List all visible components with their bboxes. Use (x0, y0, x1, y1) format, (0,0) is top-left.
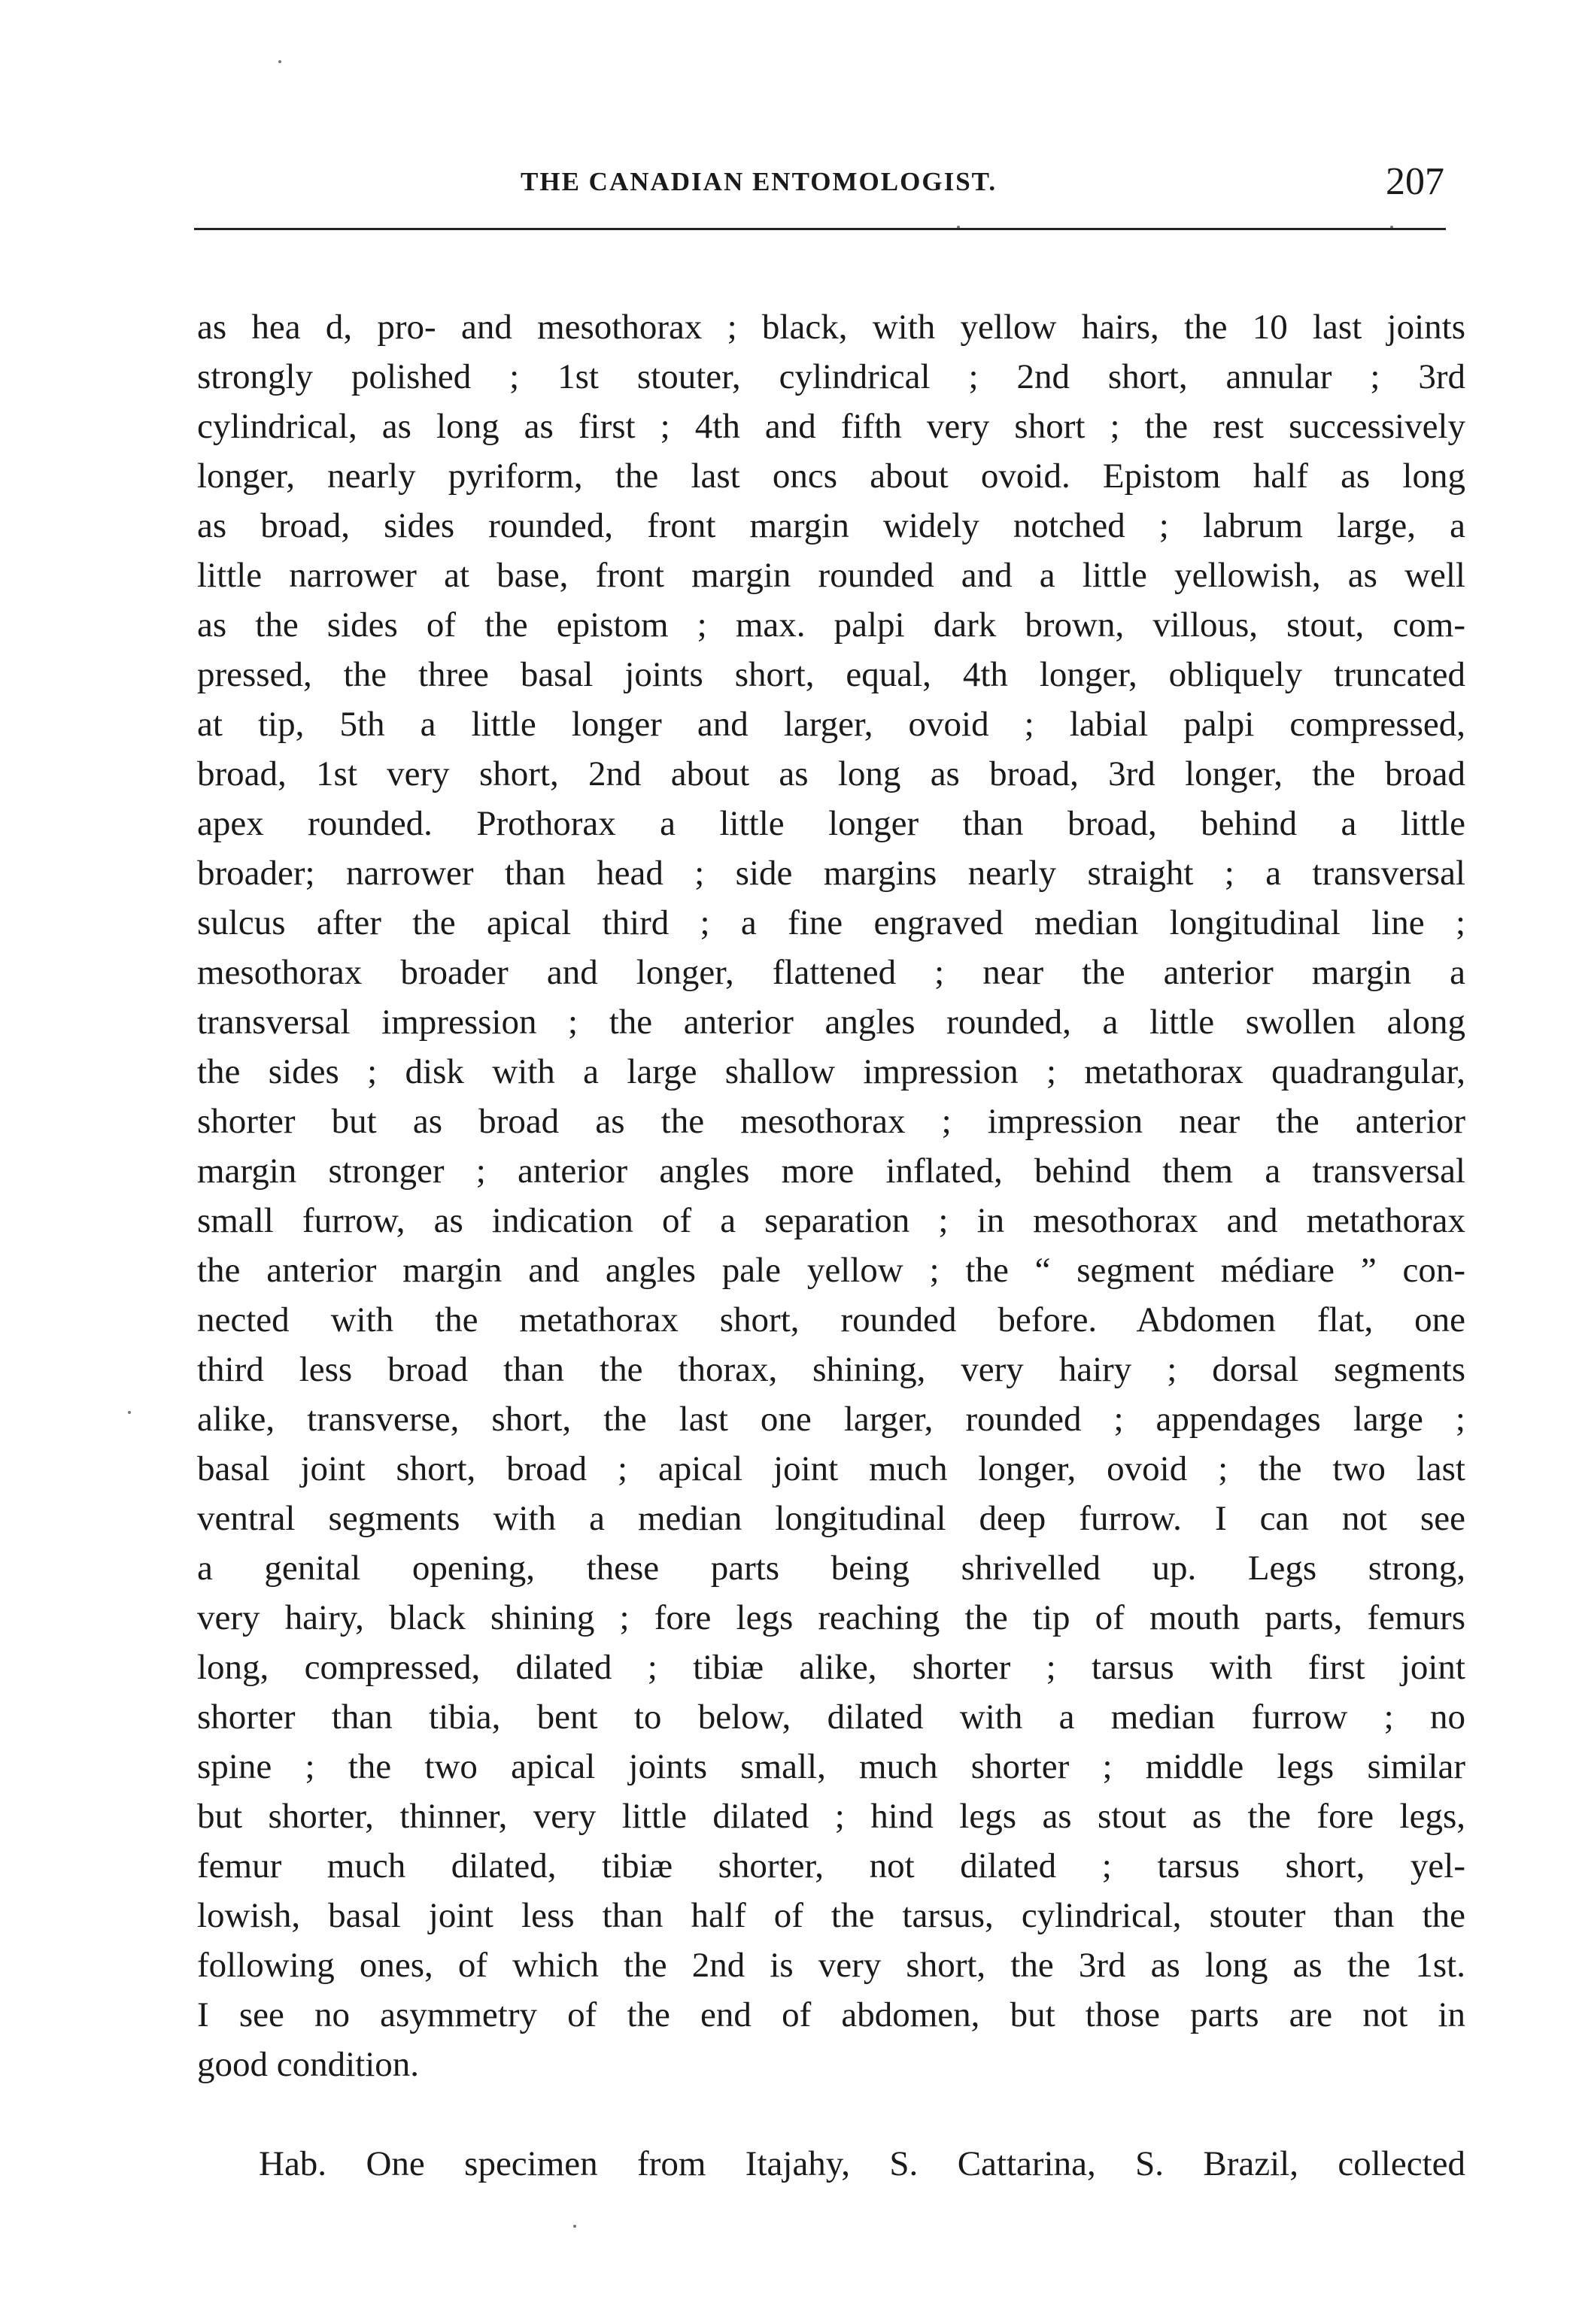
body-text (197, 302, 1465, 2189)
text-line: following ones, of which the 2nd is very short, the 3rd as long as the 1st. (197, 1946, 1465, 1985)
text-line: margin stronger ; anterior angles more inflated, behind them a transversal (197, 1151, 1465, 1191)
scan-speck (278, 60, 281, 63)
text-line: as the sides of the epistom ; max. palpi dark brown, villous, stout, com- (197, 605, 1465, 645)
text-line: I see no asymmetry of the end of abdomen, but those parts are not in (197, 1995, 1465, 2034)
paragraph (197, 2139, 1465, 2189)
text-line: mesothorax broader and longer, flattened ; near the anterior margin a (197, 953, 1465, 992)
header-rule (194, 228, 1446, 230)
text-line: shorter but as broad as the mesothorax ; impression near the anterior (197, 1102, 1465, 1141)
text-line: as broad, sides rounded, front margin widely notched ; labrum large, a (197, 506, 1465, 545)
running-title: THE CANADIAN ENTOMOLOGIST. (521, 167, 998, 196)
scan-speck (128, 1411, 131, 1414)
text-line: small furrow, as indication of a separation ; in mesothorax and metathorax (197, 1201, 1465, 1240)
text-line: the sides ; disk with a large shallow impression ; metathorax quadrangular, (197, 1052, 1465, 1091)
text-line: long, compressed, dilated ; tibiæ alike, shorter ; tarsus with first joint (197, 1648, 1465, 1687)
text-line: alike, transverse, short, the last one larger, rounded ; appendages large ; (197, 1400, 1465, 1439)
text-line: longer, nearly pyriform, the last oncs about ovoid. Epistom half as long (197, 457, 1465, 496)
text-line: third less broad than the thorax, shining, very hairy ; dorsal segments (197, 1350, 1465, 1389)
text-line: very hairy, black shining ; fore legs reaching the tip of mouth parts, femurs (197, 1598, 1465, 1637)
text-line: at tip, 5th a little longer and larger, ovoid ; labial palpi compressed, (197, 705, 1465, 744)
text-line: ventral segments with a median longitudinal deep furrow. I can not see (197, 1499, 1465, 1538)
text-line: pressed, the three basal joints short, equal, 4th longer, obliquely truncated (197, 655, 1465, 694)
text-line: a genital opening, these parts being shrivelled up. Legs strong, (197, 1549, 1465, 1588)
scan-speck (573, 2225, 576, 2228)
text-line: strongly polished ; 1st stouter, cylindrical ; 2nd short, annular ; 3rd (197, 357, 1465, 396)
text-line: Hab. One specimen from Itajahy, S. Cattarina, S. Brazil, collected (259, 2144, 1465, 2183)
paragraph (197, 302, 1465, 2089)
text-line: as hea d, pro- and mesothorax ; black, with yellow hairs, the 10 last joints (197, 308, 1465, 347)
text-line: sulcus after the apical third ; a fine engraved median longitudinal line ; (197, 903, 1465, 942)
text-line: apex rounded. Prothorax a little longer than broad, behind a little (197, 804, 1465, 843)
text-line: good condition. (197, 2045, 420, 2084)
text-line: but shorter, thinner, very little dilated ; hind legs as stout as the fore legs, (197, 1797, 1465, 1836)
text-line: transversal impression ; the anterior angles rounded, a little swollen along (197, 1003, 1465, 1042)
text-line: nected with the metathorax short, rounded before. Abdomen flat, one (197, 1300, 1465, 1339)
paragraph-gap (197, 2089, 1465, 2139)
page-number: 207 (1386, 160, 1444, 203)
text-line: the anterior margin and angles pale yellow ; the “ segment médiare ” con- (197, 1251, 1465, 1290)
text-line: little narrower at base, front margin rounded and a little yellowish, as well (197, 556, 1465, 595)
text-line: basal joint short, broad ; apical joint much longer, ovoid ; the two last (197, 1449, 1465, 1488)
text-line: femur much dilated, tibiæ shorter, not dilated ; tarsus short, yel- (197, 1846, 1465, 1886)
text-line: shorter than tibia, bent to below, dilated with a median furrow ; no (197, 1697, 1465, 1737)
text-line: cylindrical, as long as first ; 4th and fifth very short ; the rest successively (197, 407, 1465, 446)
text-line: broad, 1st very short, 2nd about as long as broad, 3rd longer, the broad (197, 754, 1465, 793)
text-line: lowish, basal joint less than half of the tarsus, cylindrical, stouter than the (197, 1896, 1465, 1935)
text-line: spine ; the two apical joints small, much shorter ; middle legs similar (197, 1747, 1465, 1786)
text-line: broader; narrower than head ; side margins nearly straight ; a transversal (197, 854, 1465, 893)
page-header (196, 159, 1444, 205)
